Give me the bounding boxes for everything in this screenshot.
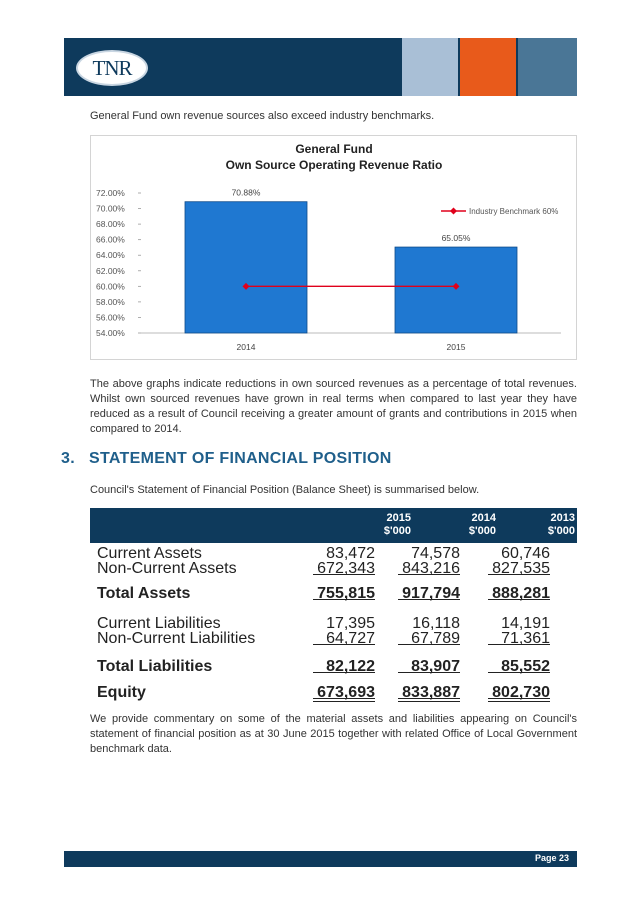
section-title: STATEMENT OF FINANCIAL POSITION: [89, 450, 392, 467]
row-value: 16,118: [412, 615, 460, 632]
logo-text: TNR: [92, 55, 132, 80]
chart-subtitle: Own Source Operating Revenue Ratio: [225, 158, 443, 172]
col-unit: $'000: [468, 525, 496, 537]
header-accent-steelblue: [518, 38, 577, 96]
table-row: [90, 658, 577, 673]
row-value: 827,535: [492, 560, 550, 577]
total-underline: [313, 672, 375, 673]
table-row: [90, 585, 577, 600]
col-year: 2013: [550, 512, 575, 524]
row-value: 14,191: [501, 615, 550, 632]
row-value: 833,887: [402, 684, 460, 701]
col-2013: [520, 512, 575, 538]
row-value: 71,361: [501, 630, 550, 647]
row-value: 888,281: [492, 585, 550, 602]
legend-label: Industry Benchmark 60%: [469, 207, 559, 216]
row-value: 673,693: [317, 684, 375, 701]
y-tick-label: 66.00%: [96, 234, 125, 245]
row-label: Non-Current Liabilities: [97, 630, 256, 647]
col-2015: [356, 512, 411, 538]
section-intro: Council's Statement of Financial Position (Balance Sheet) is summarised below.: [90, 484, 480, 496]
total-underline: [313, 599, 375, 600]
table-row: [90, 630, 577, 645]
col-2014: [441, 512, 496, 538]
table-row: [90, 545, 577, 560]
total-underline: [398, 698, 460, 702]
row-value: 85,552: [501, 658, 550, 675]
total-underline: [398, 672, 460, 673]
y-tick-label: 58.00%: [96, 296, 125, 307]
page-number: Page 23: [534, 853, 569, 863]
tnr-logo: [76, 50, 148, 86]
closing-text: We provide commentary on some of the material assets and liabilities appearing on Council's statement of financial position as at 30 June 2015 together with related Office of Local Government benchmark data.: [90, 713, 577, 755]
total-underline: [313, 574, 375, 575]
data-label-2015: 65.05%: [441, 233, 471, 244]
table-row: [90, 560, 577, 575]
y-tick-label: 60.00%: [96, 281, 125, 292]
total-underline: [398, 574, 460, 575]
row-value: 82,122: [326, 658, 375, 675]
total-underline: [488, 644, 550, 645]
y-tick-label: 68.00%: [96, 219, 125, 230]
total-underline: [488, 574, 550, 575]
y-tick-label: 62.00%: [96, 265, 125, 276]
table-row: [90, 684, 577, 699]
row-value: 83,907: [411, 658, 460, 675]
row-label: Total Assets: [97, 585, 191, 602]
legend-marker: [450, 208, 457, 215]
y-tick-label: 56.00%: [96, 312, 125, 323]
row-value: 843,216: [402, 560, 460, 577]
total-underline: [488, 672, 550, 673]
intro-text: General Fund own revenue sources also exceed industry benchmarks.: [90, 110, 435, 122]
bar-2015: [395, 247, 517, 333]
col-year: 2014: [471, 512, 496, 524]
row-label: Total Liabilities: [97, 658, 213, 675]
row-label: Current Liabilities: [97, 615, 221, 632]
table-header: [90, 508, 577, 543]
own-source-revenue-chart: [91, 136, 578, 361]
row-value: 74,578: [411, 545, 460, 562]
total-underline: [313, 644, 375, 645]
table-row: [90, 615, 577, 630]
row-value: 755,815: [317, 585, 375, 602]
section-heading: [61, 450, 392, 468]
col-unit: $'000: [547, 525, 575, 537]
x-tick-label: 2015: [446, 342, 466, 352]
y-tick-label: 54.00%: [96, 328, 125, 338]
data-label-2014: 70.88%: [231, 187, 261, 198]
x-tick-label: 2014: [236, 342, 256, 352]
y-tick-label: 72.00%: [96, 188, 125, 198]
chart-title: General Fund: [295, 142, 373, 156]
row-label: Non-Current Assets: [97, 560, 237, 577]
bar-2014: [185, 202, 307, 333]
chart-commentary: The above graphs indicate reductions in own sourced revenues as a percentage of total revenues. Whilst own sourced revenues have grown in real terms when compared to last year they have reduced as a result of Council receiving a greater amount of grants and contributions in 2015 when compared to 2014.: [90, 378, 577, 435]
row-value: 64,727: [326, 630, 375, 647]
row-value: 917,794: [402, 585, 460, 602]
total-underline: [488, 698, 550, 702]
col-year: 2015: [386, 512, 411, 524]
header-accent-orange: [460, 38, 516, 96]
total-underline: [313, 698, 375, 702]
total-underline: [398, 644, 460, 645]
chart-container: [90, 135, 577, 360]
row-value: 672,343: [317, 560, 375, 577]
row-value: 17,395: [326, 615, 375, 632]
col-unit: $'000: [383, 525, 411, 537]
row-value: 802,730: [492, 684, 550, 701]
y-tick-label: 70.00%: [96, 203, 125, 214]
y-tick-label: 64.00%: [96, 250, 125, 261]
row-label: Current Assets: [97, 545, 202, 562]
total-underline: [398, 599, 460, 600]
financial-position-table: [90, 508, 577, 543]
section-number: 3.: [61, 450, 75, 467]
footer-band: [64, 851, 577, 867]
header-accent-lightblue: [402, 38, 458, 96]
row-value: 60,746: [501, 545, 550, 562]
total-underline: [488, 599, 550, 600]
row-value: 83,472: [326, 545, 375, 562]
row-value: 67,789: [411, 630, 460, 647]
row-label: Equity: [97, 684, 146, 701]
